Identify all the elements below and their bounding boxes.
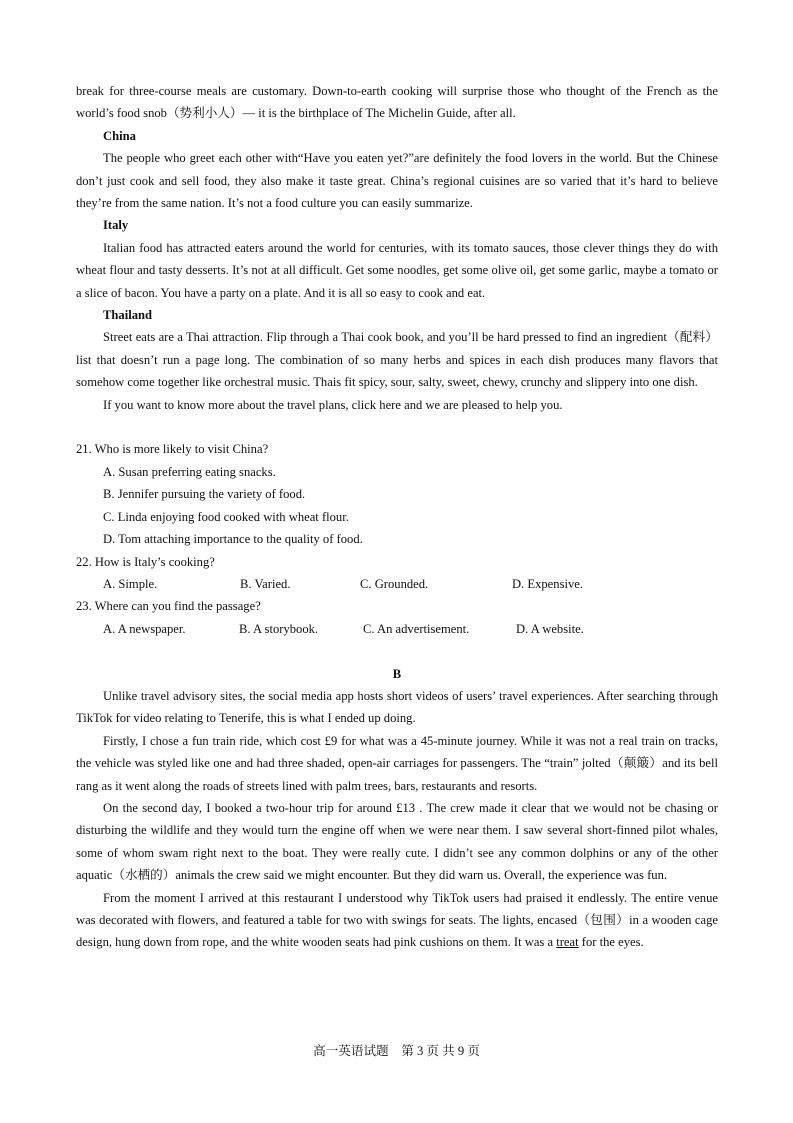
q22-option-d: D. Expensive. xyxy=(512,576,583,591)
q21-option-d: D. Tom attaching importance to the quality of food. xyxy=(103,532,363,547)
spacer xyxy=(76,640,718,662)
china-paragraph: The people who greet each other with“Have you eaten yet?”are definitely the food lovers in the world. But the Chinese don’t just cook and sell food, they also make it taste great. China’s regional cuisines are so varied that it’s hard to believe they’re from the same nation. It’s not a food culture you can easily summarize. xyxy=(76,151,718,211)
spacer xyxy=(76,416,718,438)
q23-option-a: A. A newspaper. xyxy=(103,621,186,636)
closing-paragraph: If you want to know more about the travel plans, click here and we are pleased to help you. xyxy=(103,397,563,412)
france-paragraph-continued: break for three-course meals are customary. Down-to-earth cooking will surprise those who thought of the French as the world’s food snob（势利小人）— it is the birthplace of The Michelin Guide, after all. xyxy=(76,84,718,121)
heading-china: China xyxy=(103,128,136,143)
heading-italy: Italy xyxy=(103,218,129,233)
q22-option-b: B. Varied. xyxy=(240,576,291,591)
q22-option-c: C. Grounded. xyxy=(360,576,429,591)
q22-option-a: A. Simple. xyxy=(103,576,158,591)
passage-b-paragraph-3: On the second day, I booked a two-hour trip for around £13 . The crew made it clear that we would not be chasing or disturbing the wildlife and they would turn the engine off when we were near them. I saw several short-finned pilot whales, some of whom swam right next to the boat. They were really cute. I didn’t see any common dolphins or any of the other aquatic（水栖的）animals the crew said we might encounter. But they did warn us. Overall, the experience was fun. xyxy=(76,800,718,883)
p4-text-end: for the eyes. xyxy=(578,935,644,950)
section-b-label: B xyxy=(392,666,402,681)
passage-b-paragraph-2: Firstly, I chose a fun train ride, which cost £9 for what was a 45-minute journey. While it was not a real train on tracks, the vehicle was styled like one and had three shaded, open-air carriages for passengers. The “train” jolted（颠簸）and its bell rang as it went along the roads of streets lined with palm trees, bars, restaurants and resorts. xyxy=(76,733,718,793)
document-page xyxy=(76,80,718,954)
passage-b-paragraph-4 xyxy=(76,887,718,954)
italy-paragraph: Italian food has attracted eaters around the world for centuries, with its tomato sauces, those clever things they do with wheat flour and tasty desserts. It’s not at all difficult. Get some noodles, get some olive oil, get some garlic, maybe a tomato or a slice of bacon. You have a party on a plate. And it is all so easy to cook and eat. xyxy=(76,240,718,300)
question-23: 23. Where can you find the passage? xyxy=(76,599,261,614)
q23-options xyxy=(76,618,718,640)
q21-option-a: A. Susan preferring eating snacks. xyxy=(103,464,276,479)
question-22: 22. How is Italy’s cooking? xyxy=(76,554,215,569)
passage-b-paragraph-1: Unlike travel advisory sites, the social media app hosts short videos of users’ travel experiences. After searching through TikTok for video relating to Tenerife, this is what I ended up doing. xyxy=(76,688,718,726)
heading-thailand: Thailand xyxy=(103,308,153,323)
question-21: 21. Who is more likely to visit China? xyxy=(76,442,269,457)
q23-option-b: B. A storybook. xyxy=(239,621,319,636)
q21-option-b: B. Jennifer pursuing the variety of food. xyxy=(103,487,306,502)
q21-option-c: C. Linda enjoying food cooked with wheat flour. xyxy=(103,509,349,524)
p4-text-start: From the moment I arrived at this restaurant I understood why TikTok users had praised it endlessly. The entire venue was decorated with flowers, and featured a table for two with swings for seats. The lights, encased（包围）in a wooden cage design, hung down from rope, and the white wooden seats had pink cushions on them. It was a xyxy=(76,890,718,950)
q22-options xyxy=(76,573,718,595)
q23-option-d: D. A website. xyxy=(516,621,584,636)
underlined-word-treat: treat xyxy=(556,935,579,950)
thailand-paragraph: Street eats are a Thai attraction. Flip through a Thai cook book, and you’ll be hard pressed to find an ingredient（配料）list that doesn’t run a page long. The combination of so many herbs and spices in each dish produces many flavors that somehow come together like orchestral music. Thais fit spicy, sour, salty, sweet, chewy, crunchy and slippery into one dish. xyxy=(76,330,718,390)
q23-option-c: C. An advertisement. xyxy=(363,621,470,636)
page-footer: 高一英语试题 第 3 页 共 9 页 xyxy=(313,1044,480,1058)
